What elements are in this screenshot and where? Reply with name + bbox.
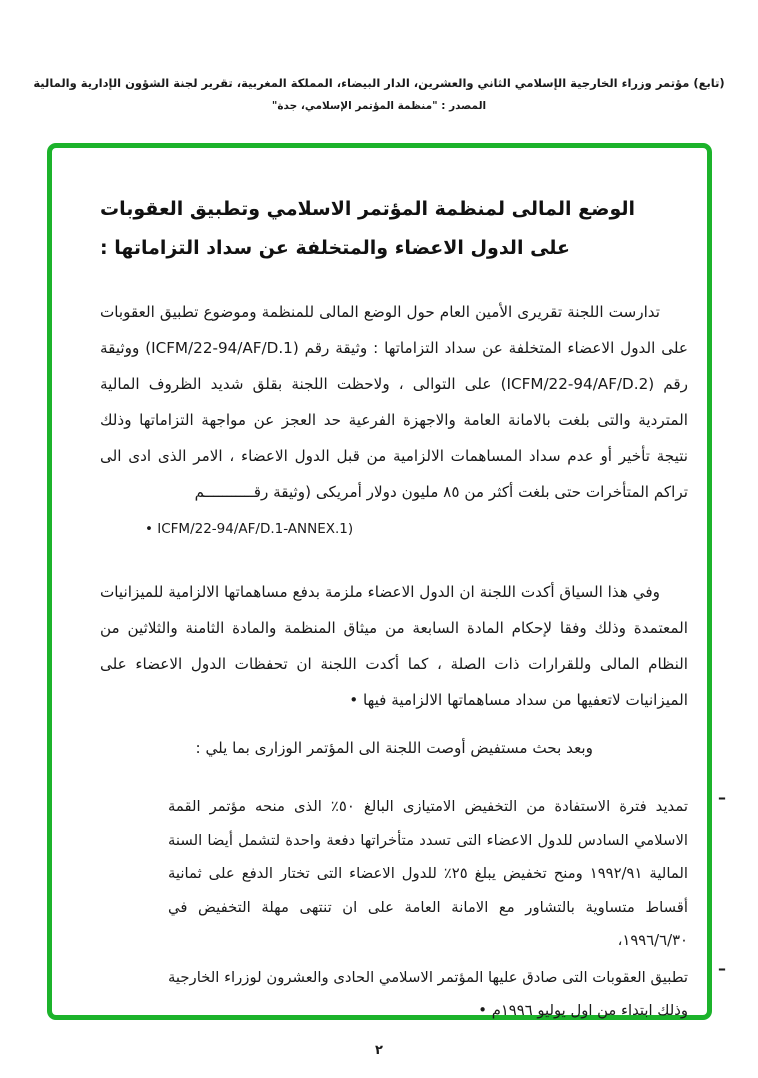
dash-bullet-icon: – xyxy=(718,958,726,978)
annex-document-code: • ICFM/22-94/AF/D.1-ANNEX.1) xyxy=(145,521,354,537)
list-item xyxy=(168,788,726,958)
dash-bullet-icon: – xyxy=(718,788,726,807)
document-title xyxy=(100,190,688,268)
page-number: ٢ xyxy=(375,1043,383,1058)
list-item-text-sanctions-application: تطبيق العقوبات التى صادق عليها المؤتمر الاسلامي الحادى والعشرون لوزراء الخارجية وذلك ابتداء من اول يوليو ١٩٩٦م • xyxy=(168,968,688,1019)
annex-reference-line xyxy=(100,512,688,546)
header-source-line: المصدر : "منظمة المؤتمر الإسلامي، جدة" xyxy=(271,100,487,112)
page-header xyxy=(0,76,758,112)
document-title-line1: الوضع المالى لمنظمة المؤتمر الاسلامي وتطبيق العقوبات xyxy=(100,198,636,220)
document-title-line2: على الدول الاعضاء والمتخلفة عن سداد التزاماتها : xyxy=(100,237,571,259)
recommendation-list xyxy=(100,788,726,1028)
paragraph-financial-situation: تدارست اللجنة تقريرى الأمين العام حول الوضع المالى للمنظمة وموضوع تطبيق العقوبات على الدول الاعضاء المتخلفة عن سداد التزاماتها : وثيقة رقم ⁦(ICFM/22-94/AF/D.1)⁩ ووثيقة رقم ⁦(ICFM/22-94/AF/D.2)⁩ على التوالى ، ولاحظت اللجنة بقلق شديد الظروف المالية المتردية والتى بلغت بالامانة العامة والاجهزة الفرعية حد العجز عن مواجهة التزاماتها وذلك نتيجة تأخير أو عدم سداد المساهمات الالزامية من قبل الدول الاعضاء ، الامر الذى ادى الى تراكم المتأخرات حتى بلغت أكثر من ٨٥ مليون دولار أمريكى (وثيقة رقـــــــــــم xyxy=(100,303,688,501)
list-item-text-discount-extension: تمديد فترة الاستفادة من التخفيض الامتيازى البالغ ٥٠٪ الذى منحه مؤتمر القمة الاسلامي السادس للدول الاعضاء التى تسدد متأخراتها دفعة واحدة لتشمل أيضا السنة المالية ١٩٩٢/٩١ ومنح تخفيض يبلغ ٢٥٪ للدول الاعضاء التى تختار الدفع على ثمانية أقساط متساوية بالتشاور مع الامانة العامة على ان تنتهى مهلة التخفيض في ١٩٩٦/٦/٣٠، xyxy=(168,798,688,949)
document-frame xyxy=(47,143,726,1020)
paragraph-recommendation-intro: وبعد بحث مستفيض أوصت اللجنة الى المؤتمر الوزارى بما يلي : xyxy=(195,739,593,757)
header-title-line: (تابع) مؤتمر وزراء الخارجية الإسلامي الثاني والعشرين، الدار البيضاء، المملكة المغربية، تقرير لجنة الشؤون الإدارية والمالية xyxy=(33,76,725,90)
paragraph-obligations: وفي هذا السياق أكدت اللجنة ان الدول الاعضاء ملزمة بدفع مساهماتها الالزامية للميزانيات المعتمدة وذلك وفقا لإحكام المادة السابعة من ميثاق المنظمة والمادة الثامنة والثلاثين من النظام المالى وللقرارات ذات الصلة ، كما أكدت اللجنة ان تحفظات الدول الاعضاء على الميزانيات لاتعفيها من سداد مساهماتها الالزامية فيها • xyxy=(100,583,688,709)
list-item xyxy=(168,958,726,1028)
